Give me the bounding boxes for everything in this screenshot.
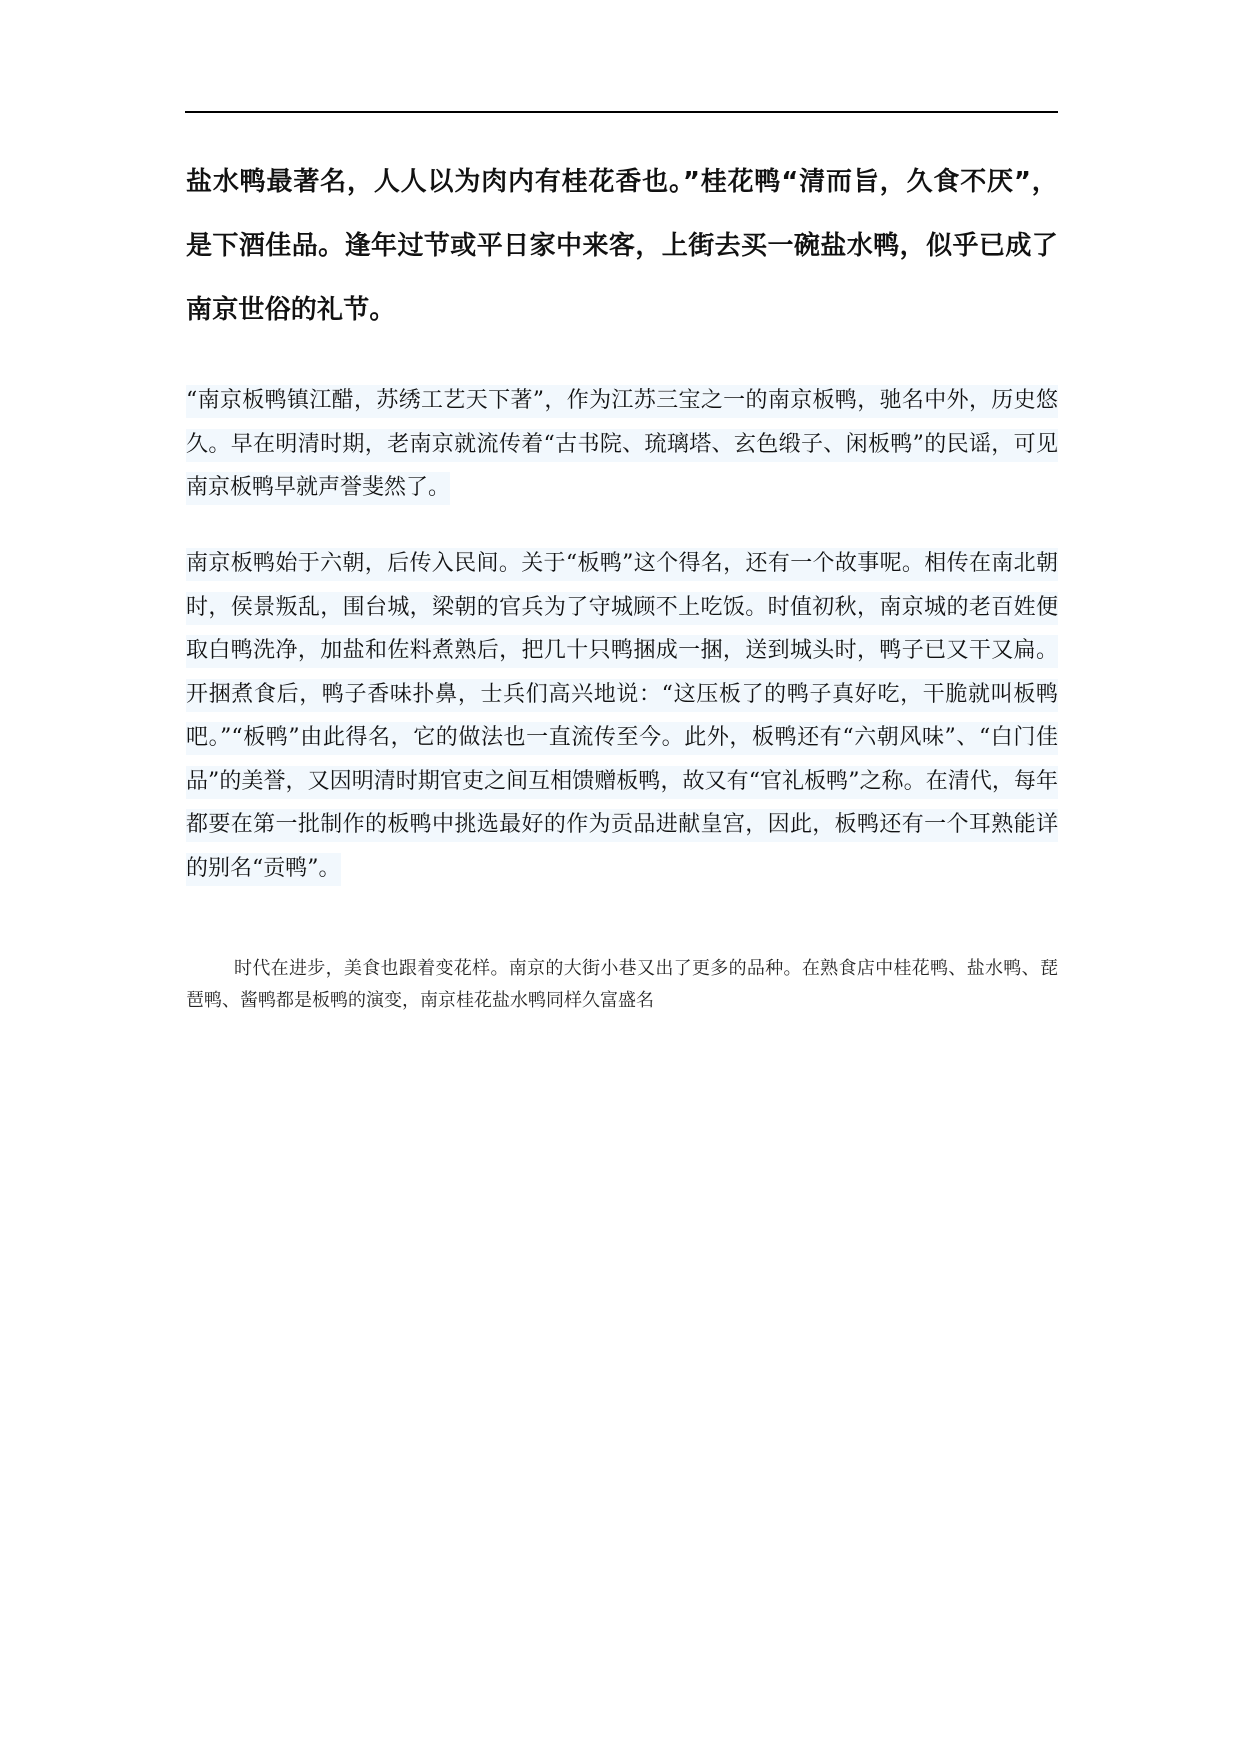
paragraph-text: 南京板鸭始于六朝，后传入民间。关于“板鸭”这个得名，还有一个故事呢。相传在南北朝时，侯景叛乱，围台城，梁朝的官兵为了守城顾不上吃饭。时值初秋，南京城的老百姓便取白鸭洗净，加盐和佐料煮熟后，把几十只鸭捆成一捆，送到城头时，鸭子已又干又扁。开捆煮食后，鸭子香味扑鼻，士兵们高兴地说：“这压板了的鸭子真好吃，干脆就叫板鸭吧。”“板鸭”由此得名，它的做法也一直流传至今。此外，板鸭还有“六朝风味”、“白门佳品”的美誉，又因明清时期官吏之间互相馈赠板鸭，故又有“官礼板鸭”之称。在清代，每年都要在第一批制作的板鸭中挑选最好的作为贡品进献皇宫，因此，板鸭还有一个耳熟能详的别名“贡鸭”。 bbox=[186, 548, 1058, 886]
paragraph-nanjing-banya-fame bbox=[186, 379, 1058, 510]
paragraph-banya-origin bbox=[186, 542, 1058, 890]
paragraph-text: “南京板鸭镇江醋，苏绣工艺天下著”，作为江苏三宝之一的南京板鸭，驰名中外，历史悠久。早在明清时期，老南京就流传着“古书院、琉璃塔、玄色缎子、闲板鸭”的民谣，可见南京板鸭早就声誉斐然了。 bbox=[186, 385, 1058, 505]
lead-paragraph: 盐水鸭最著名，人人以为肉内有桂花香也。”桂花鸭“清而旨，久食不厌”，是下酒佳品。逢年过节或平日家中来客，上街去买一碗盐水鸭，似乎已成了南京世俗的礼节。 bbox=[186, 167, 1058, 325]
header-rule bbox=[185, 111, 1058, 113]
closing-paragraph: 时代在进步，美食也跟着变花样。南京的大街小巷又出了更多的品种。在熟食店中桂花鸭、盐水鸭、琵琶鸭、酱鸭都是板鸭的演变，南京桂花盐水鸭同样久富盛名 bbox=[186, 958, 1058, 1011]
